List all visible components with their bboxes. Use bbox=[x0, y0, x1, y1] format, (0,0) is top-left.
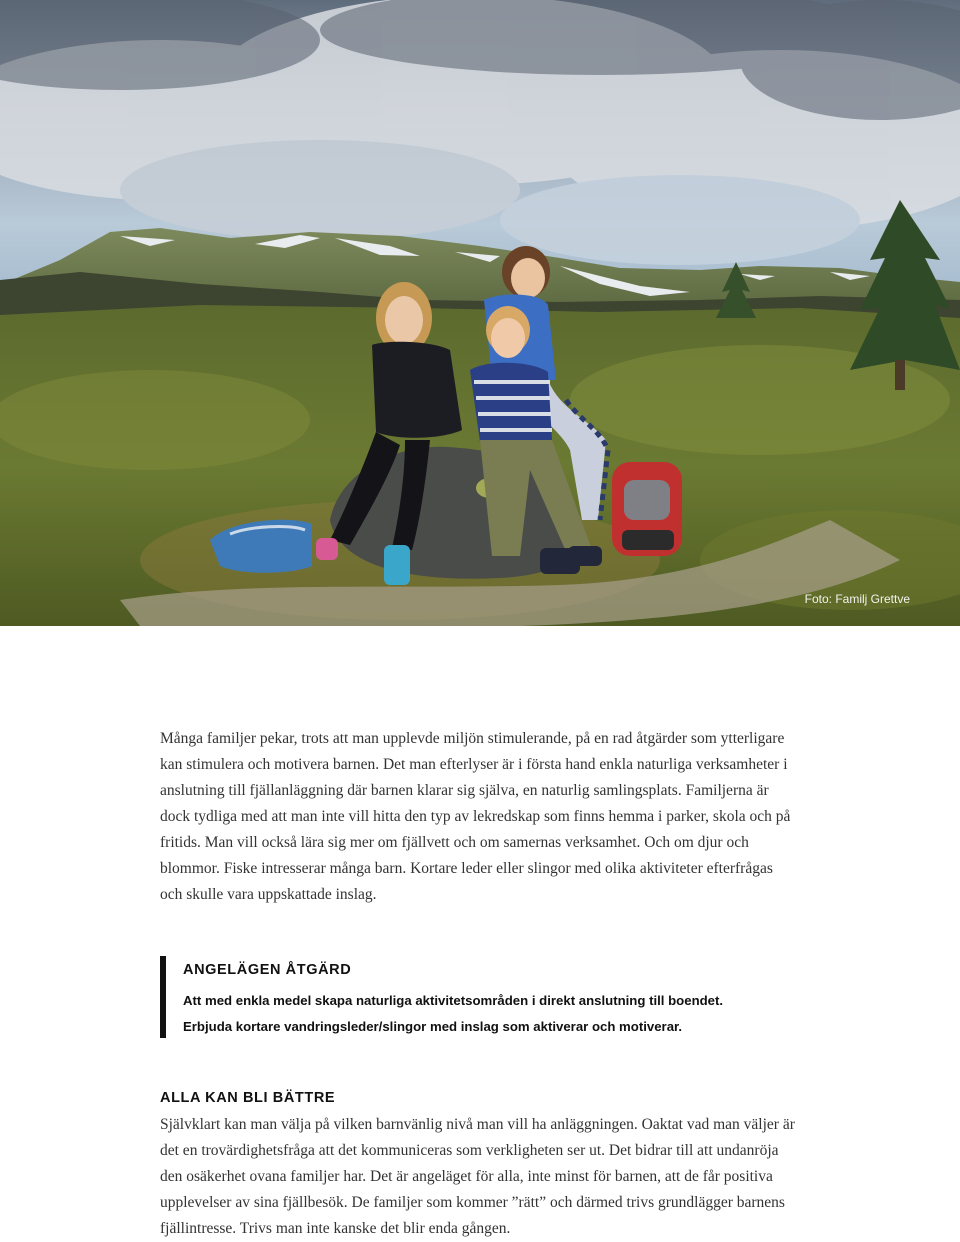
callout-line-1: Att med enkla medel skapa naturliga aktivitetsområden i direkt anslutning till boendet. bbox=[183, 993, 724, 1008]
priority-action-box bbox=[160, 956, 820, 1038]
callout-heading: ANGELÄGEN ÅTGÄRD bbox=[183, 962, 352, 978]
section-paragraph: Självklart kan man välja på vilken barnvänlig nivå man vill ha anläggningen. Oaktat vad man väljer är det en trovärdighetsfråga att det kommuniceras som verkligheten ser ut. Det bidrar till att undanröja den osäkerhet ovana familjer har. Det är angeläget för alla, inte minst för barnen, att de får positiva upplevelser av sina fjällbesök. De familjer som kommer ”rätt” och därmed trivs grundlägger barnens fjällintresse. Trivs man inte kanske det blir enda gången. bbox=[160, 1116, 795, 1237]
callout-line-2: Erbjuda kortare vandringsleder/slingor med inslag som aktiverar och motiverar. bbox=[183, 1019, 683, 1034]
section-heading: ALLA KAN BLI BÄTTRE bbox=[160, 1090, 336, 1106]
photo-credit: Foto: Familj Grettve bbox=[804, 592, 910, 606]
intro-paragraph: Många familjer pekar, trots att man upplevde miljön stimulerande, på en rad åtgärder som ytterligare kan stimulera och motivera barnen. Det man efterlyser är i första hand enkla naturliga verksamheter i anslutning till fjällanläggning där barnen klarar sig själva, en naturlig samlingsplats. Familjerna är dock tydliga med att man inte vill hitta den typ av lekredskap som finns hemma i parker, skola och på fritids. Man vill också lära sig mer om fjällvett och om samernas verksamhet. Och om djur och blommor. Fiske intresserar många barn. Kortare leder eller slingor med olika aktiviteter efterfrågas och skulle vara uppskattade inslag. bbox=[160, 730, 791, 903]
red-backpack bbox=[612, 462, 682, 556]
